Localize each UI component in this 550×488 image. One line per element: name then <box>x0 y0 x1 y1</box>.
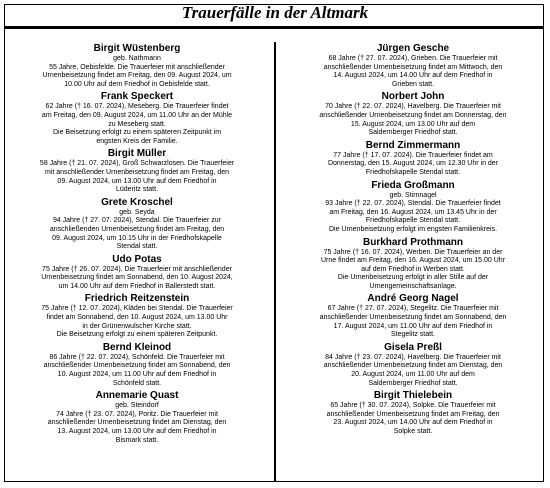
obituary-text-line: 86 Jahre († 22. 07. 2024), Schönfeld. Die Trauerfeier mit <box>49 353 225 361</box>
obituary-text-line: 09. August 2024, um 13.00 Uhr auf dem Friedhof in <box>57 177 217 185</box>
obituary-text-line: 23. August 2024, um 14.00 Uhr auf dem Friedhof in <box>333 419 493 427</box>
obituary-text-line: 84 Jahre († 23. 07. 2024), Havelberg. Die Trauerfeier mit <box>325 353 501 361</box>
obituary-text-line: anschließender Urnenbeisetzung findet am Sonnabend, den <box>43 362 231 370</box>
left-column <box>7 43 267 447</box>
obituary-text-line: 55 Jahre, Oebisfelde. Die Trauerfeier mit anschließender <box>49 63 225 71</box>
obituary-text-line: 09. August 2024, um 10.15 Uhr in der Friedhofskapelle <box>52 234 222 242</box>
obituary-text-line: Saldernberger Friedhof statt. <box>368 129 458 137</box>
obituary-text-line: 17. August 2024, um 11.00 Uhr auf dem Friedhof in <box>333 322 493 330</box>
obituary-text-line: Stegelitz statt. <box>391 331 435 339</box>
obituary-text-line: Die Beisetzung erfolgt zu einem späteren Zeitpunkt. <box>56 331 218 339</box>
obituary-entry <box>7 91 267 146</box>
obituary-text-line: Urnengemeinschaftsanlage. <box>369 282 457 290</box>
obituary-text-line: anschließender Urnenbeisetzung findet am Freitag, den <box>326 410 500 418</box>
obituary-text-line: zu Meseberg statt. <box>108 120 166 128</box>
deceased-name: Burkhard Prothmann <box>362 236 463 248</box>
deceased-name: Gisela Preßl <box>384 341 442 353</box>
obituary-text-line: 77 Jahre († 17. 07. 2024). Die Trauerfeier findet am <box>333 151 493 159</box>
obituary-text-line: Lüderitz statt. <box>115 186 159 194</box>
obituary-text-line: findet am Sonnabend, den 10. August 2024, um 13.00 Uhr <box>46 314 228 322</box>
obituary-text-line: anschließender Urnenbeisetzung findet am Dienstag, den <box>47 419 227 427</box>
obituary-text-line: in der Grünenwulscher Kirche statt. <box>82 322 192 330</box>
obituary-text-line: 75 Jahre († 12. 07. 2024), Kläden bei Stendal. Die Trauerfeier <box>41 305 233 313</box>
obituary-text-line: Bismark statt. <box>115 436 159 444</box>
obituary-text-line: geb. Stirnnagel <box>389 191 437 199</box>
obituary-text-line: Grieben statt. <box>391 80 435 88</box>
deceased-name: Birgit Wüstenberg <box>93 43 181 54</box>
page-title: Trauerfälle in der Altmark <box>181 3 369 22</box>
obituary-text-line: engsten Kreis der Familie. <box>96 137 178 145</box>
title-underline <box>4 26 544 29</box>
deceased-name: André Georg Nagel <box>367 293 459 305</box>
obituary-text-line: Urnenbeisetzung findet am Sonnabend, den 10. August 2024, <box>41 274 233 282</box>
deceased-name: Birgit Thielebein <box>373 390 453 402</box>
obituary-text-line: am Freitag, den 16. August 2024, um 13.45 Uhr in der <box>329 208 497 216</box>
obituary-text-line: Schönfeld statt. <box>112 379 162 387</box>
obituary-text-line: 74 Jahre († 23. 07. 2024), Poritz. Die Trauerfeier mit <box>56 410 218 418</box>
deceased-name: Bernd Kleinod <box>102 341 172 353</box>
obituary-text-line: Die Urnenbeisetzung erfolgt in aller Stille auf der <box>337 274 489 282</box>
deceased-name: Udo Potas <box>112 253 162 265</box>
obituary-text-line: 68 Jahre († 27. 07. 2024), Grieben. Die Trauerfeier mit <box>328 55 498 62</box>
obituary-text-line: auf dem Friedhof in Werben statt. <box>361 265 465 273</box>
obituary-text-line: Friedhofskapelle Stendal statt. <box>365 168 461 176</box>
obituary-text-line: anschließender Urnenbeisetzung findet am Donnerstag, den <box>319 111 507 119</box>
obituary-entry <box>283 342 543 388</box>
obituary-text-line: Urnenbeisetzung findet am Freitag, den 09. August 2024, um <box>42 72 232 80</box>
obituary-text-line: Urne findet am Freitag, den 16. August 2024, um 15.00 Uhr <box>320 257 506 265</box>
deceased-name: Grete Kroschel <box>101 196 173 208</box>
obituary-entry <box>7 254 267 292</box>
obituary-text-line: Donnerstag, den 15. August 2024, um 12.30 Uhr in der <box>327 160 499 168</box>
obituary-entry <box>283 43 543 89</box>
obituary-text-line: Saldernberger Friedhof statt. <box>368 379 458 387</box>
obituary-text-line: 20. August 2024, um 11.00 Uhr auf dem <box>351 371 475 379</box>
obituary-text-line: 65 Jahre († 30. 07. 2024), Solpke. Die Trauerfeier mit <box>330 402 496 410</box>
obituary-text-line: Solpke statt. <box>393 428 433 435</box>
obituary-entry <box>283 390 543 436</box>
obituary-text-line: geb. Nathmann <box>113 55 161 62</box>
obituary-entry <box>7 148 267 194</box>
deceased-name: Norbert John <box>381 91 445 103</box>
obituary-entry <box>283 140 543 178</box>
obituary-text-line: geb. Seyda <box>119 208 155 216</box>
column-divider <box>274 42 276 482</box>
obituary-text-line: Die Urnenbeisetzung erfolgt im engsten Familienkreis. <box>328 225 498 233</box>
obituary-entry <box>7 342 267 388</box>
obituary-text-line: Die Beisetzung erfolgt zu einem späteren Zeitpunkt im <box>52 129 222 137</box>
deceased-name: Birgit Müller <box>107 148 167 160</box>
obituary-text-line: anschließender Urnenbeisetzung findet am Dienstag, den <box>323 362 503 370</box>
obituary-text-line: 62 Jahre († 16. 07. 2024), Meseberg. Die Trauerfeier findet <box>45 103 229 111</box>
obituary-entry <box>283 91 543 137</box>
obituary-entry <box>283 293 543 339</box>
obituary-entry <box>7 43 267 89</box>
obituary-text-line: 75 Jahre († 16. 07. 2024), Werben. Die Trauerfeier an der <box>323 248 503 256</box>
obituary-entry <box>283 180 543 235</box>
obituary-text-line: geb. Steindorf <box>115 402 159 410</box>
deceased-name: Frieda Großmann <box>371 179 455 191</box>
deceased-name: Friedrich Reitzenstein <box>84 293 190 305</box>
deceased-name: Frank Speckert <box>100 91 174 103</box>
obituary-entry <box>7 197 267 252</box>
obituary-text-line: 58 Jahre († 21. 07. 2024), Groß Schwarzlosen. Die Trauerfeier <box>39 160 235 168</box>
obituary-text-line: anschließender Urnenbeisetzung findet am Mittwoch, den <box>323 63 503 71</box>
obituary-text-line: 10.00 Uhr auf dem Friedhof in Oebisfelde statt. <box>64 80 210 88</box>
obituary-text-line: um 14.00 Uhr auf dem Friedhof in Ballerstedt statt. <box>58 282 216 290</box>
obituary-text-line: 70 Jahre († 22. 07. 2024), Havelberg. Die Trauerfeier mit <box>325 103 501 111</box>
obituary-text-line: Stendal statt. <box>116 243 158 251</box>
obituary-text-line: 94 Jahre († 27. 07. 2024), Stendal. Die Trauerfeier zur <box>52 217 222 225</box>
obituary-text-line: Friedhofskapelle Stendal statt. <box>365 217 461 225</box>
obituary-text-line: 93 Jahre († 22. 07. 2024), Stendal. Die Trauerfeier findet <box>325 200 501 208</box>
obituary-text-line: anschließenden Urnenbeisetzung findet am Freitag, den <box>49 225 225 233</box>
obituary-text-line: 14. August 2024, um 14.00 Uhr auf dem Friedhof in <box>333 72 493 80</box>
deceased-name: Annemarie Quast <box>95 390 179 402</box>
obituary-text-line: 10. August 2024, um 11.00 Uhr auf dem Friedhof in <box>57 371 217 379</box>
obituary-text-line: 67 Jahre († 27. 07. 2024), Stegelitz. Die Trauerfeier mit <box>327 305 499 313</box>
obituary-text-line: 13. August 2024, um 13.00 Uhr auf dem Friedhof in <box>57 428 217 435</box>
obituary-entry <box>7 293 267 339</box>
obituary-text-line: mit anschließender Urnenbeisetzung findet am Freitag, den <box>44 168 230 176</box>
obituary-text-line: 15. August 2024, um 13.00 Uhr auf dem <box>350 120 476 128</box>
obituary-text-line: anschließender Urnenbeisetzung findet am Sonnabend, den <box>319 314 507 322</box>
deceased-name: Jürgen Gesche <box>376 43 450 54</box>
right-column <box>283 43 543 439</box>
obituary-text-line: am Freitag, den 09. August 2024, um 11.00 Uhr an der Mühle <box>41 111 233 119</box>
obituary-entry <box>7 390 267 445</box>
obituary-text-line: 75 Jahre († 26. 07. 2024). Die Trauerfeier mit anschließender <box>42 265 232 273</box>
obituary-entry <box>283 237 543 292</box>
deceased-name: Bernd Zimmermann <box>365 139 461 151</box>
